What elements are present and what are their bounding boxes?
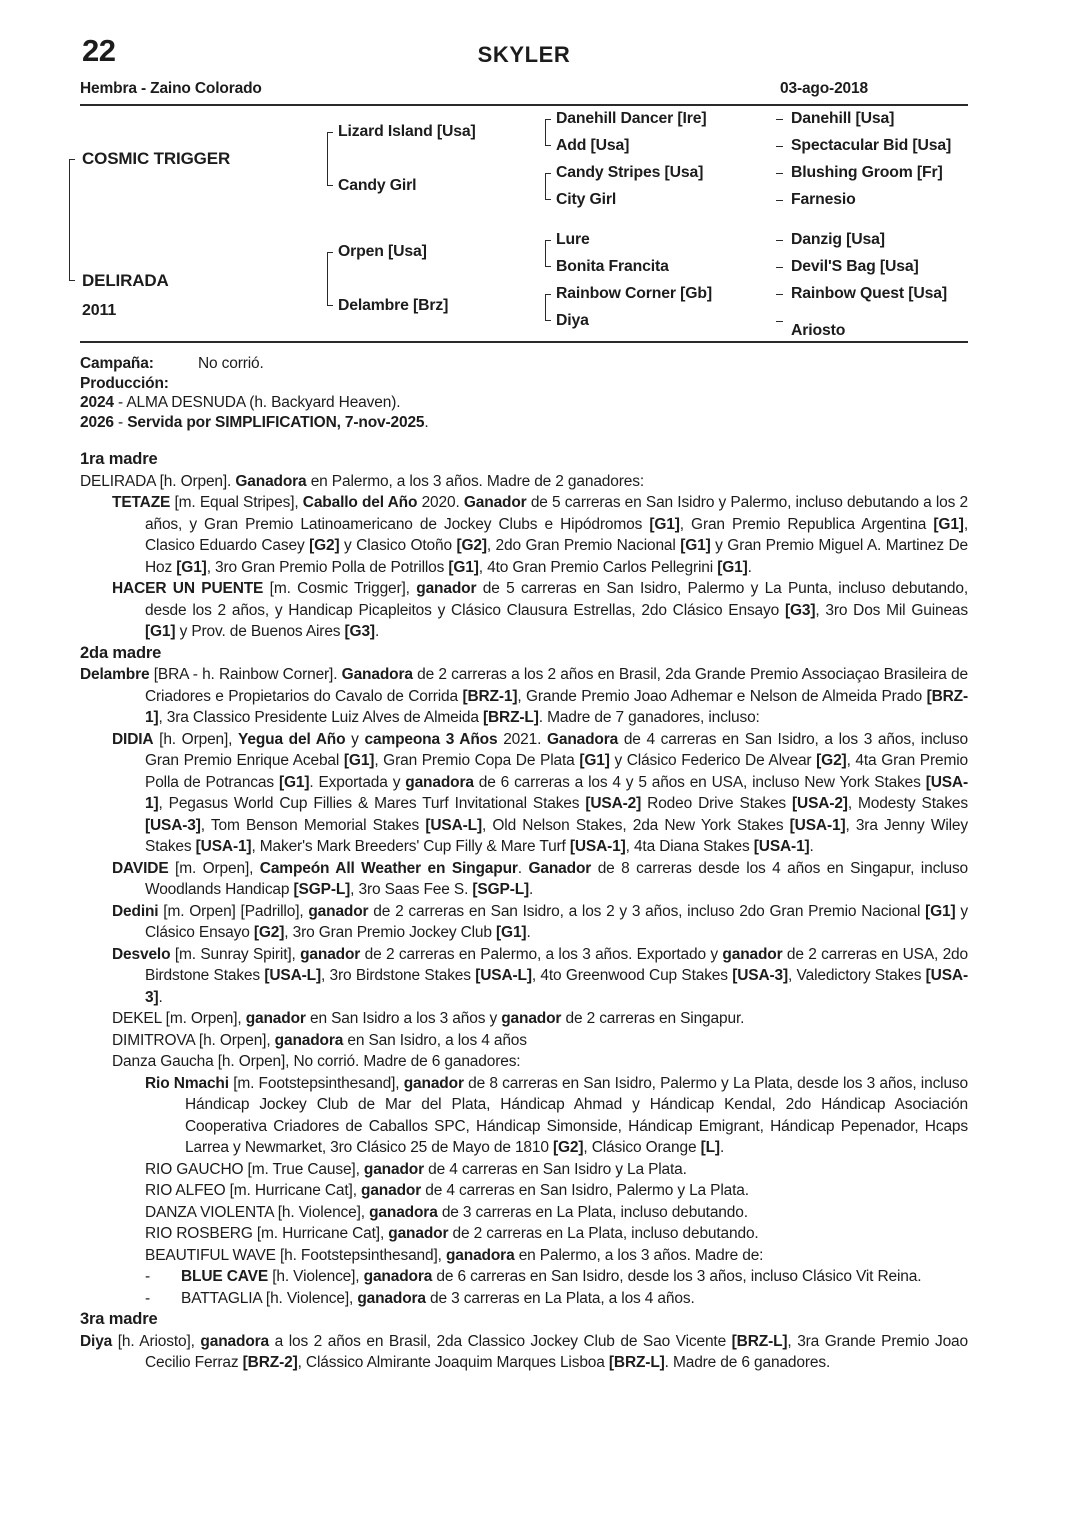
text-segment: [USA-1] [789, 816, 846, 834]
connector-dash [776, 267, 783, 268]
text-segment: [G1] [579, 752, 610, 769]
text-segment: . Exportada y [309, 773, 406, 791]
produce-paragraph [80, 393, 968, 413]
text-segment: ganador [388, 1225, 449, 1242]
text-segment: [SGP-L] [472, 881, 530, 898]
text-segment: ganadora [405, 773, 474, 791]
text-segment: , Grande Premio Joao Adhemar e Nelson de Almeida Prado [517, 687, 927, 705]
text-segment: RIO GAUCHO [m. True Cause], [145, 1160, 364, 1178]
text-segment: de 4 carreras en San Isidro, Palermo y La Plata. [421, 1182, 749, 1199]
text-segment: , Valedictory Stakes [788, 967, 926, 984]
text-segment: ganadora [369, 1203, 438, 1221]
text-segment: [USA-1] [145, 773, 968, 812]
text-segment: , Clásico Orange [583, 1139, 701, 1156]
text-segment: de 4 carreras en San Isidro y La Plata. [424, 1160, 687, 1178]
text-segment: [USA-1] [195, 838, 252, 855]
text-segment: , Old Nelson Stakes, 2da New York Stakes [481, 816, 790, 834]
text-segment: de 2 carreras a los 2 años en Brasil, 2da Grande Premio Associaçao Brasileira de Criadores e Propietarios do Cavalo de Corrida [145, 666, 968, 705]
text-segment: ganadora [445, 1246, 515, 1264]
text-segment: Rodeo Drive Stakes [641, 795, 793, 812]
bracket-gen3 [545, 173, 551, 200]
text-segment: [USA-3] [145, 967, 968, 1006]
catalog-number: 22 [82, 33, 116, 68]
produce-paragraph [80, 1266, 968, 1288]
text-segment: [USA-1] [753, 838, 810, 855]
text-segment: de 6 carreras en San Isidro, desde los 3 años, incluso Clásico Vit Reina. [432, 1268, 922, 1285]
text-segment: Ganadora [341, 666, 413, 683]
pedigree-name-g2: Lizard Island [Usa] [338, 123, 476, 140]
text-segment: Servida por SIMPLIFICATION, 7-nov-2025 [127, 413, 425, 431]
text-segment: [BRZ-1] [145, 687, 968, 726]
text-segment: [USA-L] [425, 816, 482, 834]
text-segment: [m. Footstepsinthesand], [228, 1074, 404, 1092]
text-segment: Ganadora [546, 730, 619, 748]
text-segment: Caballo del Año [302, 494, 418, 511]
text-segment: 3ra madre [80, 1310, 158, 1328]
text-segment: [USA-L] [475, 967, 532, 984]
pedigree-name-g4: Danzig [Usa] [791, 231, 885, 248]
text-segment: [BRZ-L] [608, 1354, 665, 1371]
bracket-gen1 [69, 159, 75, 281]
pedigree-name-g3: Rainbow Corner [Gb] [556, 285, 712, 302]
text-segment: . [158, 988, 163, 1006]
text-segment: [G1] [680, 537, 711, 554]
text-segment: [USA-L] [264, 967, 322, 984]
body-text [80, 354, 968, 1374]
text-segment: y [345, 730, 365, 748]
text-segment: [G3] [344, 623, 375, 640]
text-segment: , 2do Gran Premio Nacional [486, 537, 681, 554]
text-segment: , 3ra Jenny Wiley Stakes [145, 816, 969, 855]
text-segment: de 2 carreras en La Plata, incluso debutando. [448, 1225, 759, 1242]
connector-dash [776, 240, 783, 241]
text-segment: 2024 [80, 394, 114, 411]
produce-paragraph [80, 471, 968, 493]
section-heading [80, 1309, 968, 1331]
produce-paragraph [80, 374, 968, 394]
text-segment: [G1] [496, 924, 527, 941]
text-segment: , 3ra Grande Premio Joao Cecilio Ferraz [145, 1332, 968, 1371]
text-segment: ganador [308, 902, 369, 920]
text-segment: [G1] [717, 558, 748, 576]
text-segment: [G2] [816, 752, 847, 769]
text-segment: y Clasico Otoño [339, 537, 457, 554]
text-segment: de 5 carreras en San Isidro y Palermo, incluso debutando a los 2 años, y Gran Premio Latinoamericano de Jockey Clubs e Hipódromos [145, 494, 968, 533]
text-segment: [G1] [649, 515, 680, 533]
text-segment: ganador [300, 945, 361, 963]
text-segment: , Tom Benson Memorial Stakes [200, 816, 426, 834]
pedigree-name-g4: Devil'S Bag [Usa] [791, 258, 919, 275]
connector-dash [776, 294, 783, 295]
text-segment: [G1] [343, 752, 375, 769]
text-segment: [G1] [145, 623, 176, 640]
text-segment: en San Isidro a los 3 años y [305, 1010, 502, 1027]
text-segment: DEKEL [m. Orpen], [112, 1010, 246, 1027]
text-segment: [SGP-L] [293, 881, 351, 898]
connector-dash [776, 146, 783, 147]
text-segment: Delambre [80, 666, 150, 683]
text-segment: , 3ra Classico Presidente Luiz Alves de Almeida [158, 709, 483, 726]
text-segment: , Gran Premio Republica Argentina [679, 515, 934, 533]
text-segment: ganadora [200, 1332, 269, 1350]
text-segment: , 4to Greenwood Cup Stakes [531, 967, 733, 984]
pedigree-name-g3: Diya [556, 312, 589, 329]
pedigree-name-g3: Add [Usa] [556, 137, 630, 154]
text-segment: de 2 carreras en USA, 2do Birdstone Stakes [145, 945, 968, 984]
produce-paragraph [80, 1073, 968, 1159]
text-segment: RIO ALFEO [m. Hurricane Cat], [145, 1182, 362, 1199]
text-segment: [USA-3] [145, 816, 201, 834]
pedigree-name-g4: Blushing Groom [Fr] [791, 164, 943, 181]
text-segment: ganador [416, 580, 477, 597]
text-segment: , 3ro Birdstone Stakes [321, 967, 476, 984]
text-segment: . [517, 859, 529, 877]
section-heading [80, 643, 968, 665]
bracket-gen2-sire [327, 132, 333, 186]
produce-paragraph [80, 1202, 968, 1224]
text-segment: campeona 3 Años [364, 730, 498, 748]
text-segment: [G1] [278, 773, 310, 791]
text-segment: [USA-1] [569, 838, 626, 855]
text-segment: DELIRADA [h. Orpen]. [80, 472, 236, 490]
text-segment: BATTAGLIA [h. Violence], [181, 1289, 358, 1307]
text-segment: 2da madre [80, 643, 162, 662]
text-segment: 2021. [497, 730, 547, 748]
text-segment: - [145, 1268, 151, 1285]
text-segment: - ALMA DESNUDA (h. Backyard Heaven). [113, 394, 401, 411]
text-segment: Ganador [463, 494, 527, 511]
birth-date: 03-ago-2018 [780, 80, 868, 97]
text-segment: [h. Orpen], [153, 730, 239, 748]
text-segment: ganador [361, 1182, 422, 1199]
text-segment: . Madre de 7 ganadores, incluso: [538, 709, 760, 726]
produce-paragraph [80, 901, 968, 944]
text-segment: Producción: [80, 374, 169, 392]
bracket-gen2-dam [327, 252, 333, 306]
text-segment: y Clásico Federico De Alvear [609, 752, 817, 769]
text-segment: Danza Gaucha [h. Orpen], No corrió. Madre de 6 ganadores: [112, 1053, 521, 1070]
text-segment: [BRZ-L] [482, 709, 539, 726]
text-segment: ganadora [274, 1031, 344, 1049]
produce-paragraph [80, 1180, 968, 1202]
text-segment: HACER UN PUENTE [112, 580, 264, 597]
text-segment: de 8 carreras desde los 4 años en Singapur, incluso Woodlands Handicap [145, 859, 969, 898]
text-segment: 2020. [417, 494, 464, 511]
produce-paragraph [80, 858, 968, 901]
text-segment: en Palermo, a los 3 años. Madre de 2 ganadores: [306, 472, 644, 490]
text-segment: de 2 carreras en Palermo, a los 3 años. Exportado y [360, 945, 723, 963]
text-segment: DANZA VIOLENTA [h. Violence], [145, 1203, 370, 1221]
text-segment: . [374, 623, 380, 640]
text-segment: RIO ROSBERG [m. Hurricane Cat], [145, 1225, 389, 1242]
connector-dash [776, 173, 783, 174]
text-segment: [m. Orpen] [Padrillo], [158, 902, 309, 920]
produce-paragraph [80, 578, 968, 643]
text-segment: [L] [700, 1139, 720, 1156]
text-segment: - [113, 413, 128, 431]
text-segment: de 8 carreras en San Isidro, Palermo y La Plata, desde los 3 años, incluso Hándicap Jockey Club de Mar del Plata, Hándicap Ahmad y Hándicap Kendal, 2do Hándicap Asociación Cooperativa Criadores de Caballos SPC, Hándicap Simonside, Hándicap Emigrant, Hándicap Pepenador, Hcaps Larrea y Newmarket, 3ro Clásico 25 de Mayo de 1810 [185, 1074, 968, 1156]
text-segment: [m. Equal Stripes], [170, 494, 303, 511]
page-content [80, 0, 968, 1374]
bracket-gen3 [545, 240, 551, 267]
produce-paragraph [80, 1223, 968, 1245]
text-segment: , Clasico Eduardo Casey [145, 515, 968, 554]
text-segment: [m. Cosmic Trigger], [263, 580, 417, 597]
text-segment: . [747, 558, 752, 576]
page-title: SKYLER [477, 42, 571, 67]
text-segment: . [809, 838, 814, 855]
pedigree-name-g3: Lure [556, 231, 590, 248]
text-segment: [G1] [925, 902, 956, 920]
text-segment: , 3ro Gran Premio Polla de Potrillos [206, 558, 449, 576]
text-segment: [h. Ariosto], [112, 1332, 201, 1350]
text-segment: , 4ta Gran Premio Polla de Potrancas [145, 752, 968, 791]
produce-paragraph [80, 1288, 968, 1310]
text-segment: [G3] [784, 601, 816, 619]
text-segment: [G2] [253, 924, 285, 941]
produce-paragraph [80, 492, 968, 578]
text-segment: , Clássico Almirante Joaquim Marques Lisboa [297, 1354, 609, 1371]
text-segment: ganador [363, 1160, 424, 1178]
text-segment: ganador [722, 945, 783, 963]
text-segment: de 2 carreras en San Isidro, a los 2 y 3 años, incluso 2do Gran Premio Nacional [368, 902, 926, 920]
text-segment: [USA-2] [585, 795, 642, 812]
produce-paragraph [80, 944, 968, 1009]
pedigree-chart [80, 106, 968, 337]
divider-pedigree [80, 341, 968, 343]
text-segment: ganador [501, 1010, 562, 1027]
text-segment: BEAUTIFUL WAVE [h. Footstepsinthesand], [145, 1246, 446, 1264]
text-segment: y Gran Premio Miguel A. Martinez De Hoz [145, 537, 968, 576]
produce-paragraph [80, 1331, 968, 1374]
text-segment: en San Isidro, a los 4 años [343, 1031, 527, 1049]
text-segment: Campeón All Weather en Singapur [259, 859, 518, 877]
text-segment: 1ra madre [80, 450, 158, 468]
text-segment: [m. Sunray Spirit], [170, 945, 301, 963]
text-segment: DAVIDE [112, 859, 169, 877]
bracket-gen3 [545, 294, 551, 321]
text-segment: DIDIA [112, 730, 154, 748]
text-segment: y Clásico Ensayo [145, 902, 968, 941]
text-segment: , Gran Premio Copa De Plata [374, 752, 580, 769]
text-segment: Yegua del Año [238, 730, 346, 748]
text-segment: de 2 carreras en Singapur. [561, 1010, 745, 1027]
pedigree-name-g4: Ariosto [791, 322, 846, 339]
text-segment: - [145, 1289, 151, 1307]
text-segment: [G1] [176, 558, 207, 576]
text-segment: DIMITROVA [h. Orpen], [112, 1031, 275, 1049]
text-segment: . Madre de 6 ganadores. [664, 1354, 831, 1371]
text-segment: en Palermo, a los 3 años. Madre de: [514, 1246, 764, 1264]
text-segment: Diya [80, 1332, 113, 1350]
connector-dash [776, 119, 783, 120]
text-segment: Campaña: [80, 355, 154, 372]
text-segment: [BRZ-L] [731, 1332, 788, 1350]
text-segment: [USA-3] [732, 967, 789, 984]
text-segment: [m. Orpen], [168, 859, 260, 877]
bracket-gen3 [545, 119, 551, 146]
text-segment: Dedini [112, 902, 159, 920]
pedigree-name-g3: Bonita Francita [556, 258, 669, 275]
text-segment: Rio Nmachi [145, 1074, 229, 1092]
produce-paragraph [80, 1051, 968, 1073]
text-segment: , 4ta Diana Stakes [625, 838, 754, 855]
text-segment: de 3 carreras en La Plata, a los 4 años. [425, 1289, 695, 1307]
text-segment: Desvelo [112, 945, 171, 963]
text-segment: , 3ro Gran Premio Jockey Club [284, 924, 497, 941]
produce-paragraph [80, 354, 968, 374]
text-segment: BLUE CAVE [181, 1268, 269, 1285]
text-segment: ganador [403, 1074, 464, 1092]
text-segment: ganadora [357, 1289, 426, 1307]
text-segment: de 4 carreras en San Isidro, a los 3 años, incluso Gran Premio Enrique Acebal [145, 730, 968, 769]
produce-paragraph [80, 664, 968, 729]
text-segment: [h. Violence], [268, 1268, 364, 1285]
text-segment: [USA-2] [792, 795, 848, 812]
text-segment: , 3ro Dos Mil Guineas [815, 601, 968, 619]
text-segment: [BRA - h. Rainbow Corner]. [149, 666, 342, 683]
text-segment: . [529, 881, 534, 898]
pedigree-name-g2: Orpen [Usa] [338, 243, 427, 260]
text-segment: [G1] [933, 515, 964, 533]
text-segment: , Modesty Stakes [847, 795, 968, 812]
text-segment: [G2] [456, 537, 487, 554]
text-segment: ganadora [363, 1268, 433, 1285]
pedigree-name-g4: Spectacular Bid [Usa] [791, 137, 952, 154]
text-segment: de 3 carreras en La Plata, incluso debutando. [437, 1203, 748, 1221]
text-segment: ganador [245, 1010, 306, 1027]
text-segment: , Pegasus World Cup Fillies & Mares Turf Invitational Stakes [158, 795, 586, 812]
text-segment: Ganadora [235, 472, 307, 490]
subheader-row [80, 80, 968, 100]
pedigree-name-g3: Danehill Dancer [Ire] [556, 110, 707, 127]
text-segment: . [424, 413, 429, 431]
pedigree-name-g4: Farnesio [791, 191, 856, 208]
produce-paragraph [80, 729, 968, 858]
pedigree-dam-year: 2011 [82, 302, 117, 319]
pedigree-name-g3: Candy Stripes [Usa] [556, 164, 704, 181]
pedigree-name-g3: City Girl [556, 191, 617, 208]
text-segment: [G1] [448, 558, 479, 576]
produce-paragraph [80, 1245, 968, 1267]
pedigree-name-g2: Delambre [Brz] [338, 297, 449, 314]
text-segment: a los 2 años en Brasil, 2da Classico Jockey Club de Sao Vicente [269, 1332, 732, 1350]
produce-paragraph [80, 1030, 968, 1052]
text-segment: , 3ro Saas Fee S. [350, 881, 473, 898]
produce-paragraph [80, 413, 968, 433]
produce-paragraph [80, 1159, 968, 1181]
text-segment: Ganador [528, 859, 592, 877]
text-segment: . [526, 924, 531, 941]
text-segment: , Maker's Mark Breeders' Cup Filly & Mare Turf [251, 838, 570, 855]
pedigree-name-g4: Danehill [Usa] [791, 110, 895, 127]
text-segment: [BRZ-1] [462, 687, 518, 705]
pedigree-name-g4: Rainbow Quest [Usa] [791, 285, 948, 302]
text-segment: . [719, 1139, 725, 1156]
text-segment: [BRZ-2] [242, 1354, 298, 1371]
text-segment: y Prov. de Buenos Aires [175, 623, 345, 640]
connector-dash [776, 321, 783, 322]
connector-dash [776, 200, 783, 201]
pedigree-name-dam: DELIRADA [82, 271, 169, 290]
text-segment: de 6 carreras a los 4 y 5 años en USA, incluso New York Stakes [473, 773, 926, 791]
text-segment: [G2] [309, 537, 340, 554]
text-segment: [G2] [552, 1139, 584, 1156]
pedigree-name-g2: Candy Girl [338, 177, 417, 194]
text-segment: TETAZE [112, 494, 171, 511]
produce-paragraph [80, 1008, 968, 1030]
text-segment: 2026 [80, 413, 114, 431]
pedigree-name-sire: COSMIC TRIGGER [82, 149, 231, 168]
text-segment: de 5 carreras en San Isidro, Palermo y La Punta, incluso debutando, desde los 2 años, y Handicap Picapleitos y Clásico Clausura Estrellas, 2do Clásico Ensayo [145, 580, 968, 619]
sex-color-label: Hembra - Zaino Colorado [80, 80, 262, 97]
section-heading [80, 449, 968, 471]
text-segment: , 4to Gran Premio Carlos Pellegrini [478, 558, 718, 576]
text-segment: No corrió. [198, 355, 264, 372]
